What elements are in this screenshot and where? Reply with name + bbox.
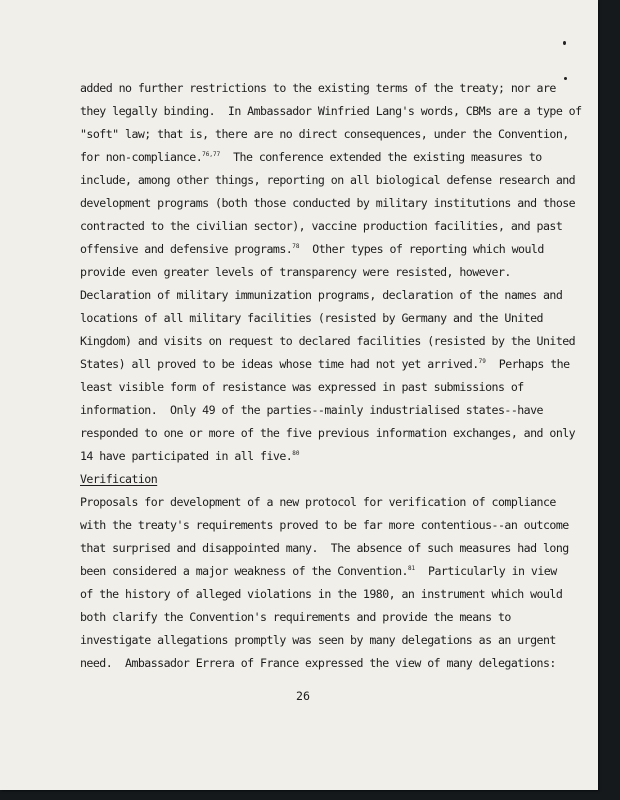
text-line: need. Ambassador Errera of France expressed the view of many delegations: <box>80 656 556 670</box>
text-line: been considered a major weakness of the Convention.$^{81}$ Particularly in view <box>80 564 557 578</box>
footnote-marker: 80 <box>292 450 300 457</box>
footnote-marker: 78 <box>292 243 300 250</box>
page-number: 26 <box>296 689 310 703</box>
text-line: "soft" law; that is, there are no direct consequences, under the Convention, <box>80 127 569 141</box>
text-line: 14 have participated in all five.$^{80}$ <box>80 449 300 463</box>
text-line: investigate allegations promptly was seen by many delegations as an urgent <box>80 633 556 647</box>
footnote-marker: 81 <box>407 565 416 572</box>
text-line: development programs (both those conducted by military institutions and those <box>80 196 576 210</box>
speck-mark <box>563 41 566 45</box>
text-line: States) all proved to be ideas whose time had not yet arrived.$^{79}$ Perhaps the <box>80 357 570 371</box>
text-line: added no further restrictions to the existing terms of the treaty; nor are <box>80 81 556 95</box>
text-line: responded to one or more of the five previous information exchanges, and only <box>80 426 576 440</box>
text-line: locations of all military facilities (resisted by Germany and the United <box>80 311 543 325</box>
text-line: least visible form of resistance was expressed in past submissions of <box>80 380 524 394</box>
text-line: they legally binding. In Ambassador Winfried Lang's words, CBMs are a type of <box>80 104 582 118</box>
text-line: Proposals for development of a new protocol for verification of compliance <box>80 495 556 509</box>
text-line: include, among other things, reporting on all biological defense research and <box>80 173 576 187</box>
text-line: of the history of alleged violations in the 1980, an instrument which would <box>80 587 563 601</box>
section-heading: Verification <box>80 472 158 486</box>
text-line: Declaration of military immunization programs, declaration of the names and <box>80 288 563 302</box>
text-line: provide even greater levels of transparency were resisted, however. <box>80 265 511 279</box>
text-line: for non-compliance.$^{76,77}$ The conference extended the existing measures to <box>80 150 542 164</box>
speck-mark <box>564 77 567 80</box>
text-line: Kingdom) and visits on request to declared facilities (resisted by the United <box>80 334 576 348</box>
footnote-marker: 79 <box>478 358 486 365</box>
text-line: that surprised and disappointed many. The absence of such measures had long <box>80 541 569 555</box>
text-line: with the treaty's requirements proved to be far more contentious--an outcome <box>80 518 569 532</box>
text-line: information. Only 49 of the parties--mainly industrialised states--have <box>80 403 543 417</box>
text-line: both clarify the Convention's requirements and provide the means to <box>80 610 511 624</box>
footnote-marker: 76,77 <box>202 151 221 158</box>
text-line: contracted to the civilian sector), vaccine production facilities, and past <box>80 219 563 233</box>
text-line: offensive and defensive programs.$^{78}$ Other types of reporting which would <box>80 242 544 256</box>
